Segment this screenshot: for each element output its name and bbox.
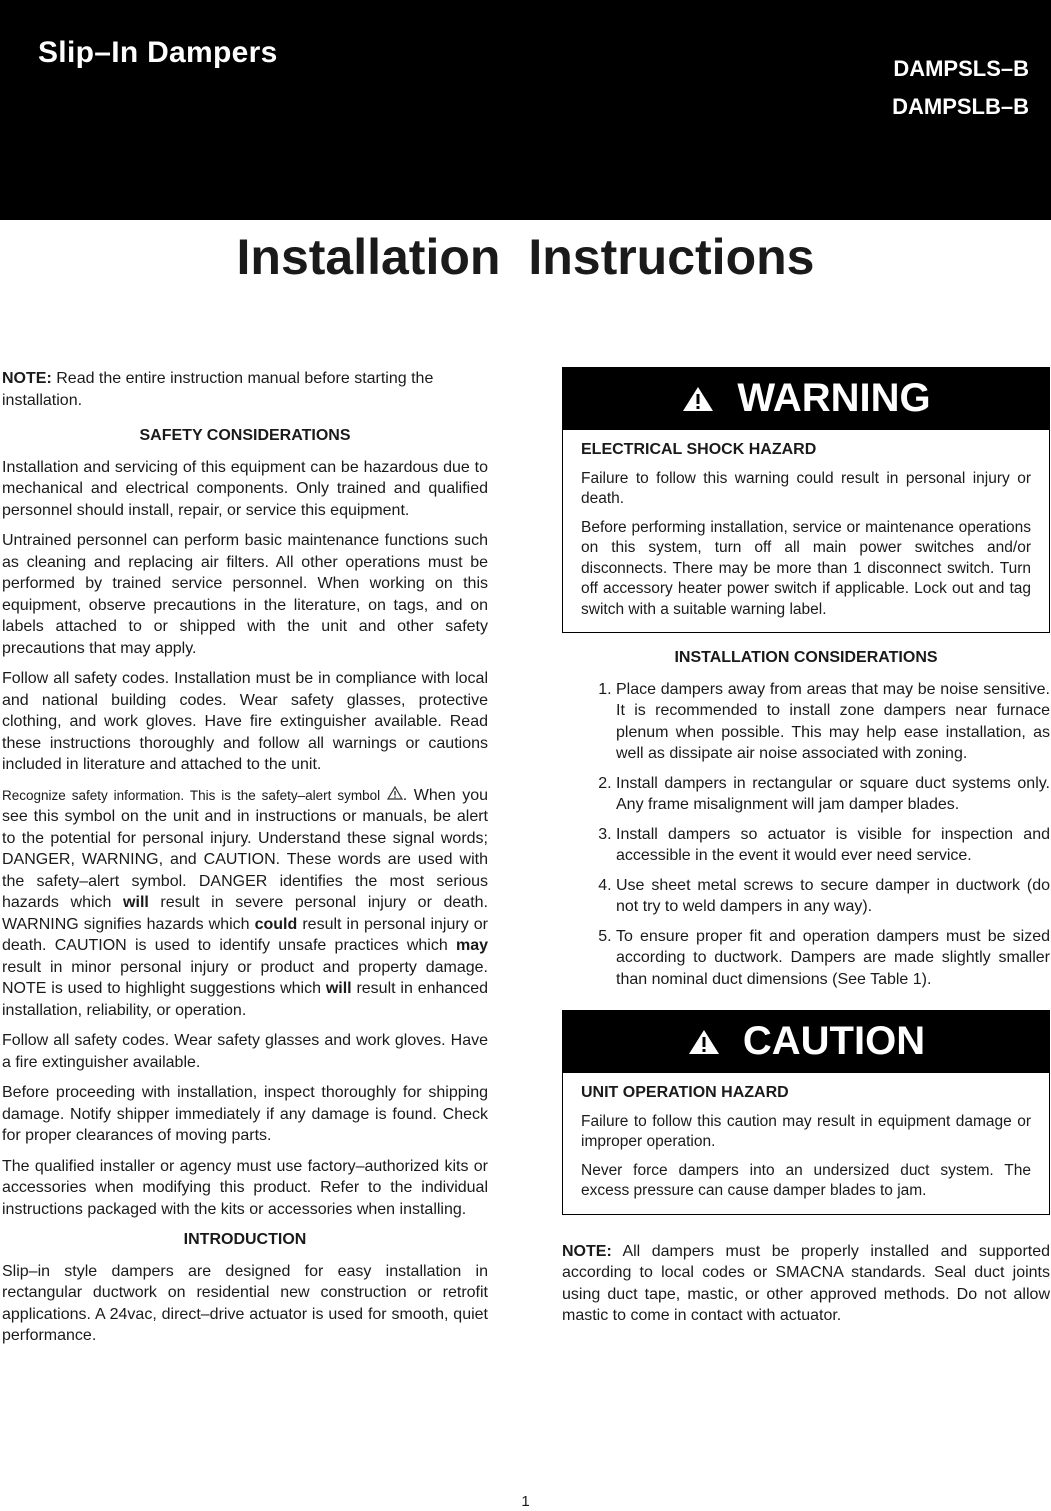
list-item: 5. To ensure proper fit and operation dampers must be sized according to ductwork. Dampers are made slightly smaller than nominal duct dimensions (See Table 1). — [616, 926, 1050, 991]
note-label: NOTE: — [2, 370, 52, 387]
signal-text: result in severe personal injury or death. WARNING signifies hazards which — [2, 894, 488, 933]
emphasis-will: will — [325, 980, 352, 997]
warning-box — [562, 367, 1050, 633]
list-item: 2. Install dampers in rectangular or square duct systems only. Any frame misalignment will jam damper blades. — [616, 773, 1050, 816]
safety-paragraph: Follow all safety codes. Installation must be in compliance with local and national building codes. Wear safety glasses, protective clothing, and work gloves. Have fire extinguisher available. Read these instructions thoroughly and follow all warnings or cautions included in literature and attached to the unit. — [2, 670, 488, 773]
page-title: Installation Instructions — [236, 229, 815, 285]
warning-banner — [563, 368, 1049, 430]
list-item: 3. Install dampers so actuator is visible for inspection and accessible in the event it would ever need service. — [616, 824, 1050, 867]
document-title: Slip–In Dampers — [38, 36, 278, 69]
warning-body — [563, 430, 1049, 632]
safety-alert-icon — [387, 785, 403, 807]
model-number: DAMPSLS–B — [893, 56, 1029, 81]
warning-alert-icon — [681, 385, 715, 413]
left-column — [2, 368, 488, 1356]
safety-paragraph: Untrained personnel can perform basic maintenance functions such as cleaning and replacing air filters. All other operations must be performed by trained service personnel. When working on this equipment, observe precautions in the literature, on tags, and on labels attached to or shipped with the unit and other safety precautions that may apply. — [2, 532, 488, 657]
introduction-paragraph: Slip–in style dampers are designed for easy installation in rectangular ductwork on residential new construction or retrofit applications. A 24vac, direct–drive actuator is used for smooth, quiet performance. — [2, 1262, 488, 1344]
page-number: 1 — [521, 1493, 530, 1510]
caution-hazard: UNIT OPERATION HAZARD — [581, 1084, 789, 1101]
safety-paragraph: The qualified installer or agency must use factory–authorized kits or accessories when modifying this product. Refer to the individual instructions packaged with the kits or accessories when installing. — [2, 1157, 488, 1218]
list-item: 4. Use sheet metal screws to secure damper in ductwork (do not try to weld dampers in any way). — [616, 875, 1050, 918]
emphasis-will: will — [123, 894, 149, 911]
caution-box — [562, 1010, 1050, 1215]
note-paragraph — [2, 368, 488, 411]
right-column — [562, 367, 1050, 1336]
caution-text: Failure to follow this caution may result in equipment damage or improper operation. — [581, 1112, 1031, 1150]
note-text: Read the entire instruction manual before starting the installation. — [2, 370, 434, 409]
signal-text: result in enhanced installation, reliability, or operation. — [2, 980, 488, 1019]
note-text: All dampers must be properly installed and supported according to local codes or SMACNA standards. Seal duct joints using duct tape, mastic, or other approved methods. Do not allow mastic to come in contact with actuator. — [562, 1242, 1051, 1324]
safety-heading: SAFETY CONSIDERATIONS — [139, 427, 351, 444]
signal-words-paragraph — [2, 785, 488, 1022]
caution-text: Never force dampers into an undersized duct system. The excess pressure can cause damper blades to jam. — [581, 1161, 1031, 1199]
safety-paragraph: Before proceeding with installation, inspect thoroughly for shipping damage. Notify shipper immediately if any damage is found. Check for proper clearances of moving parts. — [2, 1084, 488, 1144]
warning-hazard: ELECTRICAL SHOCK HAZARD — [581, 441, 817, 458]
signal-text: . When you see this symbol on the unit and in instructions or manuals, be alert to the potential for personal injury. Understand these signal words; DANGER, WARNING, and CAUTION. These words are used with the safety–alert symbol. DANGER identifies the most serious hazards which — [2, 786, 489, 911]
emphasis-may: may — [455, 937, 488, 954]
caution-body — [563, 1073, 1049, 1214]
installation-list — [562, 679, 1050, 991]
list-item: 1. Place dampers away from areas that may be noise sensitive. It is recommended to install zone dampers near furnace plenum when possible. This may help ease installation, as well as dissipate air noise associated with zoning. — [616, 679, 1050, 765]
warning-text: Failure to follow this warning could result in personal injury or death. — [581, 469, 1031, 507]
final-note — [562, 1241, 1050, 1327]
installation-heading: INSTALLATION CONSIDERATIONS — [674, 649, 938, 666]
caution-banner — [563, 1011, 1049, 1073]
caution-title: CAUTION — [742, 1019, 926, 1064]
warning-text: Before performing installation, service or maintenance operations on this system, turn off all main power switches and/or disconnects. There may be more than 1 disconnect switch. Turn off accessory heater power switch if applicable. Lock out and tag switch with a suitable warning label. — [581, 518, 1031, 618]
emphasis-could: could — [254, 915, 298, 933]
caution-alert-icon — [687, 1028, 721, 1056]
signal-text: result in personal injury or death. CAUTION is used to identify unsafe practices which — [2, 915, 488, 954]
warning-title: WARNING — [737, 376, 931, 421]
safety-paragraph: Installation and servicing of this equipment can be hazardous due to mechanical and electrical components. Only trained and qualified personnel should install, repair, or service this equipment. — [2, 458, 488, 519]
signal-text: result in minor personal injury or product and property damage. NOTE is used to highlight suggestions which — [2, 958, 488, 997]
introduction-heading: INTRODUCTION — [183, 1231, 307, 1248]
recognize-text: Recognize safety information. This is the safety–alert symbol — [2, 787, 381, 803]
model-numbers — [892, 50, 1029, 126]
model-number: DAMPSLB–B — [892, 94, 1029, 119]
safety-paragraph: Follow all safety codes. Wear safety glasses and work gloves. Have a fire extinguisher available. — [2, 1032, 488, 1071]
note-label: NOTE: — [562, 1242, 612, 1260]
header-banner — [0, 0, 1051, 220]
